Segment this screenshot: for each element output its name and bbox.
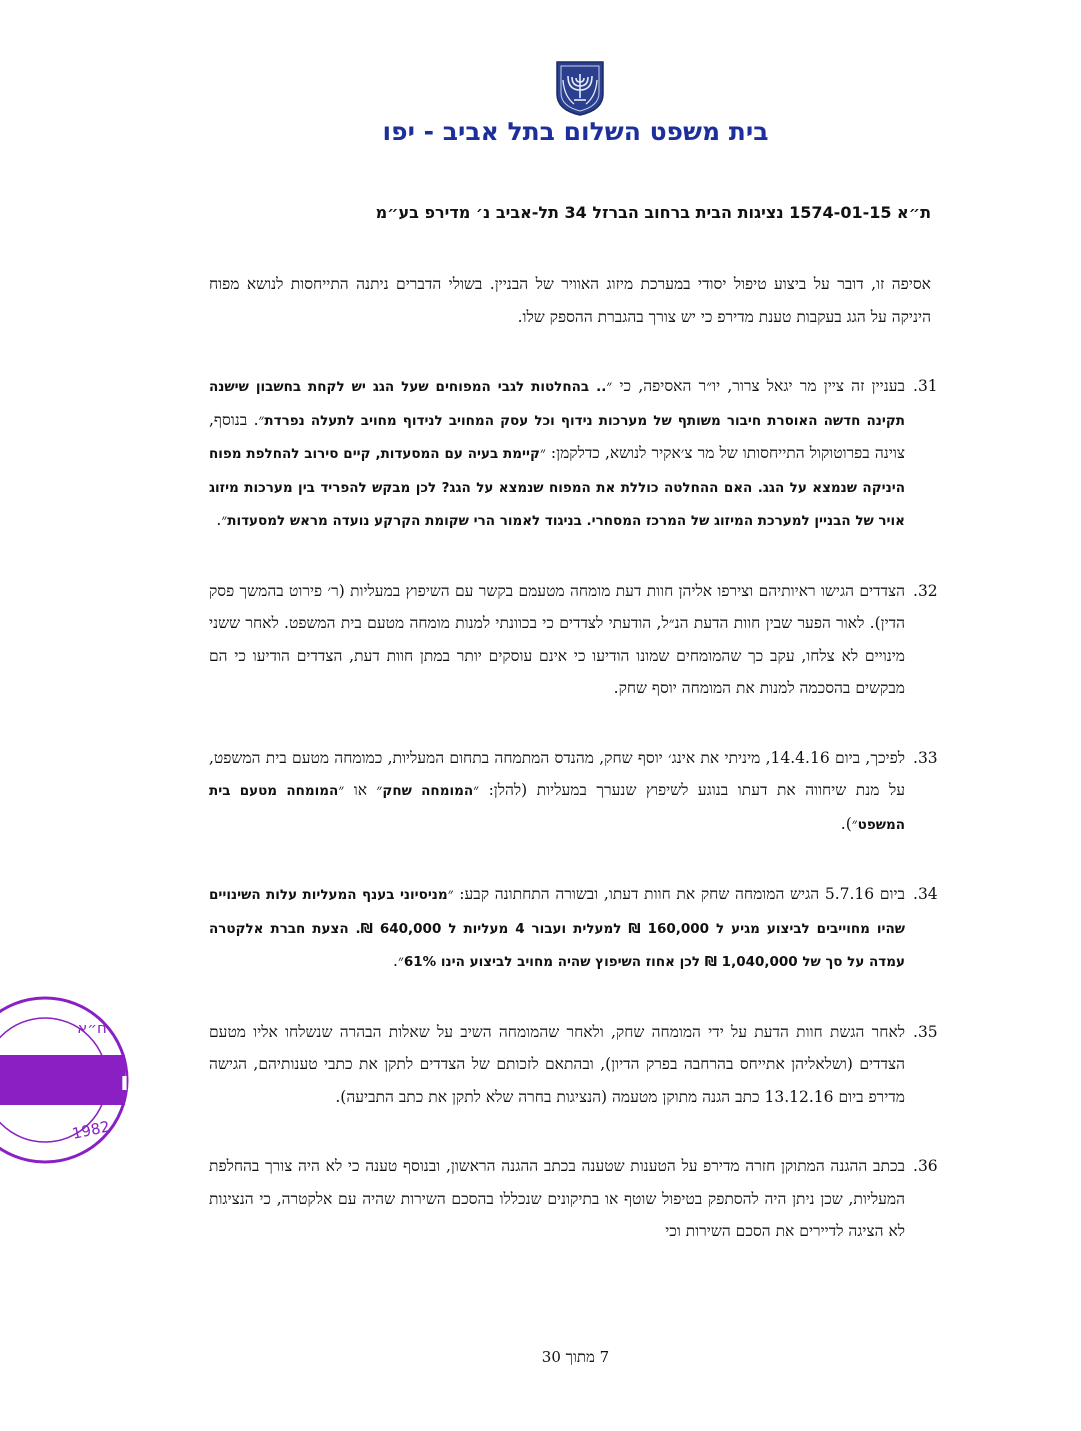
paragraph-text: ביום 5.7.16 הגיש המומחה שחק את חוות דעתו, ובשורה התחתונה קבע: ״ [447, 885, 906, 903]
stamp-middle-text: למקו [120, 1067, 183, 1097]
document-body [209, 268, 938, 1285]
paragraph-number: 36. [913, 1157, 938, 1175]
court-name: בית משפט השלום בתל אביב - יפו [382, 117, 769, 146]
paragraph-text: ״). [840, 814, 858, 833]
paragraph-31 [209, 370, 938, 538]
paragraph-text: ״. [393, 952, 404, 970]
paragraph-number: 33. [913, 748, 938, 767]
paragraph-35 [209, 1016, 938, 1114]
paragraph-text: ״. [216, 511, 228, 529]
paragraph-number: 35. [913, 1022, 938, 1041]
paragraph-text: לאחר הגשת חוות הדעת על ידי המומחה שחק, ולאחר שהמומחה השיב על שאלות הבהרה שנשלחו אליו מטעם הצדדים (ושלאליהן אתייחס בהרחבה בפרק הדיון), ובהתאם לזכותם של הצדדים לתקן את כתבי טענותיהם, הגישה מדירפ ביום 13.12.16 כתב הגנה מתוקן מטעמה (הנציגות בחרה שלא לתקן את כתב התביעה). [209, 1022, 905, 1106]
paragraph-text: ״. בנוסף, צוינה בפרוטוקול התייחסותו של מר צ׳אקיר לנושא, כדלקמן: ״ [209, 410, 905, 462]
page-number: 7 מתוך 30 [541, 1348, 610, 1366]
bold-term: המומחה מטעם בית המשפט [209, 783, 905, 833]
paragraph-text: הצדדים הגישו ראיותיהם וצירפו אליהן חוות דעת מומחה מטעמם בקשר עם השיפוץ במעליות (ר׳ פירוט בהמשך פסק הדין). לאור הפער שבין חוות הדעת הנ״ל, הודעתי לצדדים כי בכוונתי למנות מומחה מטעם בית המשפט. לאחר ששני מינויים לא צלחו, עקב כך שהמומחים שמונו הודיעו כי אינם עוסקים יותר במתן חוות דעת, הצדדים הודיעו כי הם מבקשים בהסכמה למנות את המומחה יוסף שחק. [209, 581, 905, 697]
intro-paragraph: אסיפה זו, דובר על ביצוע טיפול יסודי במערכת מיזוג האוויר של הבניין. בשולי הדברים ניתנה התייחסות לנושא מפוח היניקה על הגג בעקבות טענת מדירפ כי יש צורך בהגברת ההספק שלו. [209, 275, 931, 326]
state-emblem-icon [554, 60, 606, 116]
paragraph-text: בכתב ההגנה המתוקן חזרה מדירפ על הטענות שטענה בכתב ההגנה הראשון, ובנוסף טענה כי לא היה צורך בהחלפת המעליות, שכן ניתן היה להסתפק בטיפול שוטף או בתיקונים שנכללו בהסכם השירות שהיה עם אלקטרה, כי הנציגות לא הציגה לדיירים את הסכם השירות וכי [209, 1157, 905, 1240]
paragraph-text: ״ או ״ [338, 781, 383, 799]
bold-quote: מניסיוני בענף המעליות עלות השינויים שהיו מחוייבים לביצוע מגיע ל 160,000 ₪ למעלית ועבור 4 מעליות ל 640,000 ₪. הצעת חברת אלקטרה עמדה על סך של 1,040,000 ₪ לכן אחוז השיפוץ שהיה מחויב לביצוע הינו 61% [209, 887, 905, 970]
stamp-top-text: ח״א [77, 1019, 107, 1037]
paragraph-36 [209, 1150, 938, 1248]
bold-quote: .. בהחלטות לגבי המפוחים שעל הגג יש לקחת בחשבון שישנה תקינה חדשה האוסרת חיבור משותף של מערכות נידוף וכל עסק המחויב לנידוף מחויב לתעלה נפרדת [209, 379, 905, 429]
paragraph-34 [209, 878, 938, 979]
paragraph-33 [209, 742, 938, 842]
bold-quote: קיימת בעיה עם המסעדות, קיים סירוב להחלפת מפוח היניקה שנמצא על הגג. האם ההחלטה כוללת את המפוח שנמצא על הגג? לכן מבקש להפריד בין מערכות מיזוג אויר של הבניין למערכת המיזוג של המרכז המסחרי. בניגוד לאמור הרי שקומת הקרקע נועדה מראש למסעדות [209, 446, 905, 529]
stamp-bottom-text: 1982 [70, 1117, 112, 1143]
paragraph-number: 34. [913, 885, 938, 903]
paragraph-number: 32. [913, 581, 938, 600]
court-stamp-icon [0, 995, 183, 1165]
paragraph-text: בעניין זה ציין מר יגאל צרור, יו״ר האסיפה, כי ״ [606, 377, 905, 395]
paragraph-number: 31. [913, 377, 938, 395]
bold-term: המומחה שחק [382, 783, 474, 799]
paragraph-text: לפיכך, ביום 14.4.16, מיניתי את אינג׳ יוסף שחק, מהנדס המתמחה בתחום המעליות, כמומחה מטעם בית המשפט, על מנת שיחווה את דעתו בנוגע לשיפוץ שנערך במעליות (להלן: ״ [209, 748, 906, 799]
case-title: ת״א 1574-01-15 נציגות הבית ברחוב הברזל 34 תל-אביב נ׳ מדירפ בע״מ [375, 203, 931, 222]
paragraph-32 [209, 575, 938, 705]
